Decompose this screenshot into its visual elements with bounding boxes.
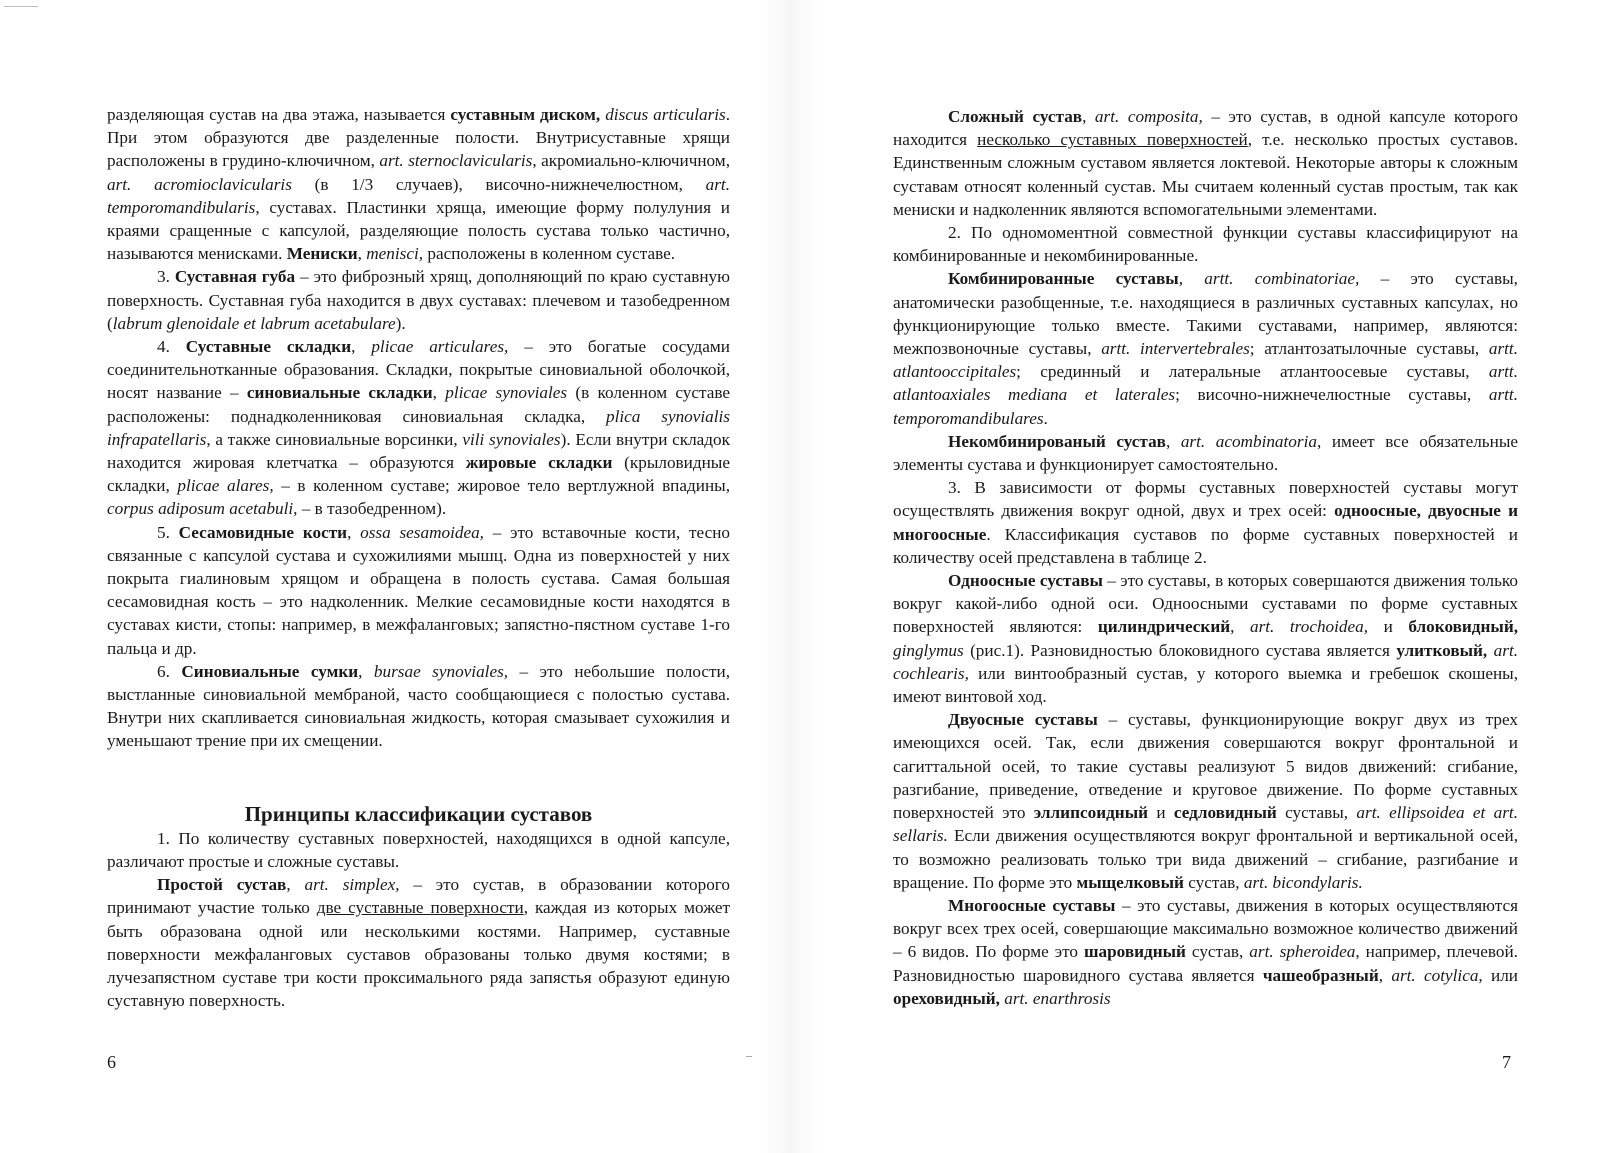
paragraph-axes: 3. В зависимости от формы суставных поверхностей суставы могут осуществлять движения вокруг одной, двух и трех осей: одноосные, двуосные и многоосные. Классификация суставов по форме суставных поверхностей и количеству осей представлена в таблице 2. (893, 478, 1519, 567)
page-gutter (760, 0, 820, 1153)
paragraph-simple-joint: Простой сустав, art. simplex, – это сустав, в образовании которого принимают участие только две суставные поверхности, каждая из которых может быть образована одной или несколькими костями. Например, суставные поверхности межфаланговых суставов образованы только двумя костями; в лучезапястном суставе три кости проксимального ряда запястья образуют единую суставную поверхность. (107, 875, 731, 1011)
paragraph-sesamoid: 5. Сесамовидные кости, ossa sesamoidea, – это вставочные кости, тесно связанные с капсулой сустава и сухожилиями мышц. Одна из поверхностей у них покрыта гиалиновым хрящом и обращена в полость сустава. Самая большая сесамовидная кость – это надколенник. Мелкие сесамовидные кости находятся в суставах кисти, стопы: например, в межфаланговых; запястно-пястном суставе 1-го пальца и др. (107, 522, 730, 658)
paragraph-bursae: 6. Синовиальные сумки, bursae synoviales, – это небольшие полости, выстланные синовиальной мембраной, часто сообщающиеся с полостью сустава. Внутри них скапливается синовиальная жидкость, которая смазывает сухожилия и уменьшают трение при их смещении. (107, 661, 731, 751)
section-title: Принципы классификации суставов (244, 801, 593, 826)
paragraph-labrum: 3. Суставная губа – это фиброзный хрящ, дополняющий по краю суставную поверхность. Суставная губа находится в двух суставах: плечевом и тазобедренном (labrum glenoidale et labrum acetabulare). (107, 267, 730, 333)
scan-mark (4, 6, 38, 7)
page-number-right: 7 (1502, 1052, 1511, 1072)
paragraph-disc: разделяющая сустав на два этажа, называется суставным диском, discus articularis. При этом образуются две разделенные полости. Внутрисуставные хрящи расположены в грудино-ключичном, art. sternoclavicularis, акромиально-ключичном, art. acromioclavicularis (в 1/3 случаев), височно-нижнечелюстном, art. temporomandibularis, суставах. Пластинки хряща, имеющие форму полулуния и краями сращенные с капсулой, разделяющие полость сустава только частично, называются менисками. Мениски, menisci, расположены в коленном суставе. (107, 105, 731, 264)
scan-speck (746, 1056, 752, 1057)
page-number-left: 6 (107, 1052, 116, 1072)
paragraph-function: 2. По одномоментной совместной функции суставы классифицируют на комбинированные и некомбинированные. (893, 223, 1518, 266)
left-page (107, 103, 730, 1012)
paragraph-complex-joint: Сложный сустав, art. composita, – это сустав, в одной капсуле которого находится несколько суставных поверхностей, т.е. несколько простых суставов. Единственным сложным суставом является локтевой. Некоторые авторы к сложным суставам относят коленный сустав. Мы считаем коленный сустав простым, так как мениски и надколенник являются вспомогательными элементами. (893, 107, 1519, 219)
paragraph-combined: Комбинированные суставы, artt. combinatoriae, – это суставы, анатомически разобщенные, т.е. находящиеся в различных суставных капсулах, но функционирующие только вместе. Такими суставами, например, являются: межпозвоночные суставы, artt. intervertebrales; атлантозатылочные суставы, artt. atlantooccipitales; срединный и латеральные атлантоосевые суставы, artt. atlantoaxiales mediana et laterales; височно-нижнечелюстные суставы, artt. temporomandibulares. (893, 269, 1518, 428)
paragraph-folds: 4. Суставные складки, plicae articulares, – это богатые сосудами соединительнотканные образования. Складки, покрытые синовиальной оболочкой, носят название – синовиальные складки, plicae synoviales (в коленном суставе расположены: поднадколенниковая синовиальная складка, plica synovialis infrapatellaris, а также синовиальные ворсинки, vili synoviales). Если внутри складок находится жировая клетчатка – образуются жировые складки (крыловидные складки, plicae alares, – в коленном суставе; жировое тело вертлужной впадины, corpus adiposum acetabuli, – в тазобедренном). (107, 337, 731, 519)
paragraph-uniaxial: Одноосные суставы – это суставы, в которых совершаются движения только вокруг какой-либо одной оси. Одноосными суставами по форме суставных поверхностей являются: цилиндрический, art. trochoidea, и блоковидный, ginglymus (рис.1). Разновидностью блоковидного сустава является улитковый, art. cochlearis, или винтообразный сустав, у которого выемка и гребешок скошены, имеют винтовой ход. (893, 571, 1519, 707)
paragraph-biaxial: Двуосные суставы – суставы, функционирующие вокруг двух из трех имеющихся осей. Так, если движения совершаются вокруг фронтальной и сагиттальной осей, то такие суставы реализуют 5 видов движений: сгибание, разгибание, приведение, отведение и круговое движение. По форме суставных поверхностей это эллипсоидный и седловидный суставы, art. ellipsoidea et art. sellaris. Если движения осуществляются вокруг фронтальной и вертикальной осей, то возможно реализовать только три вида движений – сгибание, разгибание и вращение. По форме это мыщелковый сустав, art. bicondylaris. (893, 710, 1518, 892)
paragraph-multiaxial: Многоосные суставы – это суставы, движения в которых осуществляются вокруг всех трех осей, совершающие максимально возможное количество движений – 6 видов. По форме это шаровидный сустав, art. spheroidea, например, плечевой. Разновидностью шаровидного сустава является чашеобразный, art. cotylica, или ореховидный, art. enarthrosis (893, 895, 1519, 1008)
right-page (893, 105, 1518, 1010)
paragraph-count: 1. По количеству суставных поверхностей, находящихся в одной капсуле, различают простые и сложные суставы. (107, 828, 730, 871)
paragraph-uncombined: Некомбинированый сустав, art. acombinatoria, имеет все обязательные элементы сустава и функционирует самостоятельно. (893, 431, 1518, 475)
